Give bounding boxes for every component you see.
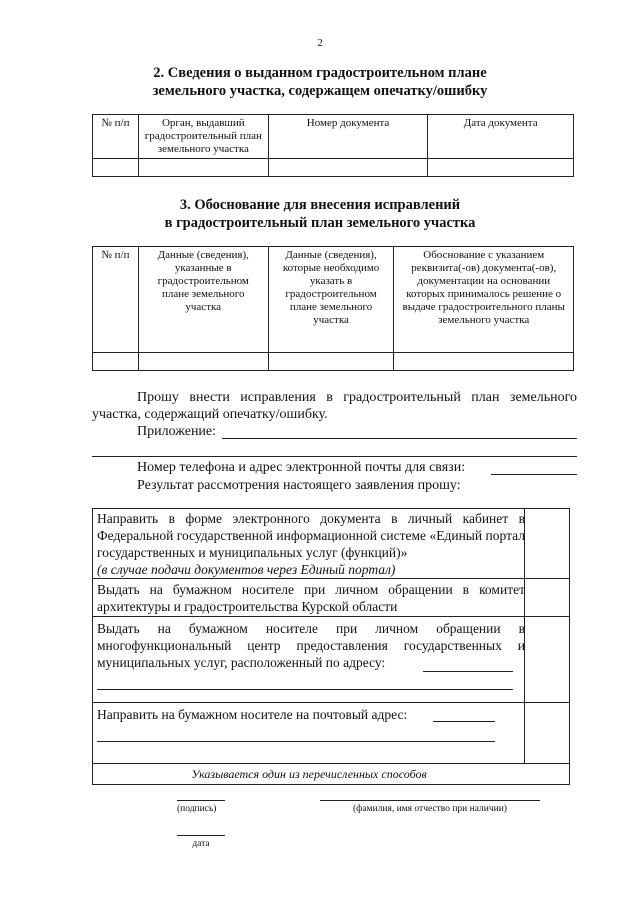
option-mfc-text: Выдать на бумажном носителе при личном обращении в многофункциональный центр предоставления государственных и муниципальных услуг, расположенный по адресу: — [97, 621, 525, 670]
table-cell[interactable] — [93, 353, 139, 371]
date-line[interactable] — [177, 835, 225, 836]
col-header-authority: Орган, выдавший градостроительный план земельного участка — [138, 115, 268, 159]
section2-table — [92, 114, 574, 177]
delivery-option-electronic — [93, 509, 569, 579]
col-header-number: № п/п — [93, 115, 139, 159]
col-header-number: № п/п — [93, 247, 139, 353]
option-post-checkbox[interactable] — [524, 703, 569, 763]
request-line1: Прошу внести исправления в градостроительный план земельного — [137, 390, 577, 405]
signature-line[interactable] — [177, 800, 225, 801]
option-electronic-checkbox[interactable] — [524, 509, 569, 578]
option-electronic-text: Направить в форме электронного документа в личный кабинет в Федеральной государственной информационной системе «Единый портал государственных и муниципальных услуг (функций)» — [97, 511, 525, 560]
section2-title-line2: земельного участка, содержащем опечатку/ошибку — [152, 83, 488, 99]
option-electronic-note: (в случае подачи документов через Единый портал) — [97, 562, 396, 577]
attachment-input-line[interactable] — [222, 438, 577, 439]
table-cell[interactable] — [394, 353, 574, 371]
col-header-doc-number: Номер документа — [268, 115, 428, 159]
table-cell[interactable] — [93, 159, 139, 177]
delivery-option-mfc — [93, 617, 569, 703]
section3-table — [92, 246, 574, 371]
delivery-footer-row — [93, 764, 569, 784]
contact-input-line[interactable] — [491, 474, 577, 475]
attachment-label: Приложение: — [137, 424, 217, 439]
table-header-row — [93, 247, 574, 353]
table-row — [93, 159, 574, 177]
col-header-new-data: Данные (сведения), которые необходимо указать в градостроительном плане земельного участка — [268, 247, 394, 353]
delivery-option-committee — [93, 579, 569, 617]
mfc-address-line-2[interactable] — [97, 689, 513, 690]
full-name-label: (фамилия, имя отчество при наличии) — [353, 804, 507, 814]
mfc-address-line[interactable] — [423, 671, 513, 672]
col-header-current-data: Данные (сведения), указанные в градостроительном плане земельного участка — [138, 247, 268, 353]
contact-label: Номер телефона и адрес электронной почты для связи: — [137, 460, 466, 475]
table-cell[interactable] — [268, 353, 394, 371]
request-line2: участка, содержащий опечатку/ошибку. — [92, 407, 328, 422]
table-cell[interactable] — [428, 159, 574, 177]
col-header-doc-date: Дата документа — [428, 115, 574, 159]
table-cell[interactable] — [268, 159, 428, 177]
post-address-line-2[interactable] — [97, 741, 495, 742]
date-label: дата — [192, 839, 210, 849]
attachment-input-line-2[interactable] — [92, 456, 577, 457]
option-committee-checkbox[interactable] — [524, 579, 569, 616]
table-row — [93, 353, 574, 371]
full-name-line[interactable] — [320, 800, 540, 801]
result-label: Результат рассмотрения настоящего заявления прошу: — [137, 478, 461, 493]
delivery-option-post — [93, 703, 569, 764]
page-number: 2 — [317, 37, 323, 49]
table-cell[interactable] — [138, 159, 268, 177]
section3-title-line1: 3. Обоснование для внесения исправлений — [179, 197, 461, 213]
col-header-justification: Обоснование с указанием реквизита(-ов) документа(-ов), документации на основании которых принималось решение о выдаче градостроительного планы земельного участка — [394, 247, 574, 353]
section3-title-line2: в градостроительный план земельного участка — [164, 215, 476, 231]
signature-label: (подпись) — [177, 804, 217, 814]
section2-title-line1: 2. Сведения о выданном градостроительном плане — [153, 65, 487, 81]
table-header-row — [93, 115, 574, 159]
delivery-options-table — [92, 508, 570, 785]
option-mfc-checkbox[interactable] — [524, 617, 569, 702]
option-post-text: Направить на бумажном носителе на почтовый адрес: — [97, 707, 408, 722]
footer-note: Указывается один из перечисленных способов — [191, 767, 427, 781]
post-address-line[interactable] — [433, 721, 495, 722]
table-cell[interactable] — [138, 353, 268, 371]
option-committee-text: Выдать на бумажном носителе при личном обращении в комитет архитектуры и градостроительства Курской области — [97, 582, 525, 614]
